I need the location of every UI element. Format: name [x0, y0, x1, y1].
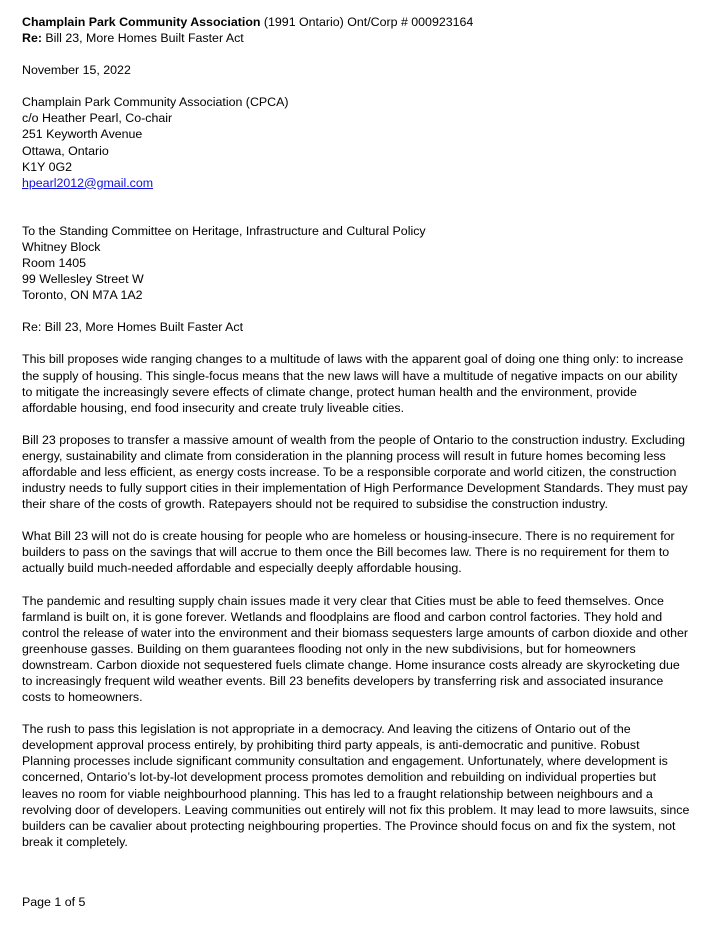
subject-line: Re: Bill 23, More Homes Built Faster Act [22, 320, 244, 335]
letterhead-org-line [22, 14, 690, 30]
sender-email-line [22, 175, 690, 191]
recipient-address-block [22, 223, 690, 303]
sender-address-block [22, 94, 690, 191]
recipient-line-1: To the Standing Committee on Heritage, Infrastructure and Cultural Policy [22, 223, 426, 238]
body-paragraph-3: What Bill 23 will not do is create housing for people who are homeless or housing-insecure. There is no requirement for builders to pass on the savings that will accrue to them once the Bill becomes law. There is no requirement for them to actually build much-needed affordable and especially deeply affordable housing. [22, 529, 675, 576]
body-paragraph-5: The rush to pass this legislation is not appropriate in a democracy. And leaving the citizens of Ontario out of the development approval process entirely, by prohibiting third party appeals, is anti-democratic and punitive. Robust Planning processes include significant community consultation and engagement. Unfortunately, where development is concerned, Ontario’s lot-by-lot development process promotes demolition and rebuilding on individual properties but leaves no room for viable neighbourhood planning. This has led to a fraught relationship between neighbours and a revolving door of developers. Leaving communities out entirely will not fix this problem. It may lead to more lawsuits, since builders can be cavalier about protecting neighbouring properties. The Province should focus on and fix the system, not break it completely. [22, 722, 690, 849]
spacer [22, 303, 690, 319]
spacer [22, 512, 690, 528]
body-paragraph-2: Bill 23 proposes to transfer a massive amount of wealth from the people of Ontario to the construction industry. Excluding energy, sustainability and climate from consideration in the planning process will result in future homes becoming less affordable and less efficient, as energy costs increase. To be a responsible corporate and world citizen, the construction industry needs to fully support cities in their implementation of High Performance Development Standards. They must pay their share of the costs of growth. Ratepayers should not be required to subsidise the construction industry. [22, 432, 688, 512]
spacer [22, 46, 690, 62]
recipient-line-2: Whitney Block [22, 239, 101, 254]
recipient-line-5: Toronto, ON M7A 1A2 [22, 288, 143, 303]
sender-line-1: Champlain Park Community Association (CPCA) [22, 95, 289, 110]
recipient-line-3: Room 1405 [22, 256, 87, 271]
spacer [22, 705, 690, 721]
page-footer [22, 894, 85, 910]
spacer [22, 78, 690, 94]
page-indicator: Page 1 of 5 [22, 894, 86, 909]
sender-line-2: c/o Heather Pearl, Co-chair [22, 111, 173, 126]
re-label: Re: [22, 31, 42, 46]
recipient-line-4: 99 Wellesley Street W [22, 272, 144, 287]
sender-line-4: Ottawa, Ontario [22, 143, 109, 158]
letter-date: November 15, 2022 [22, 63, 131, 78]
body-paragraph-4: The pandemic and resulting supply chain issues made it very clear that Cities must be able to feed themselves. Once farmland is built on, it is gone forever. Wetlands and floodplains are flood and carbon control factories. They hold and control the release of water into the environment and their biomass sequesters large amounts of carbon dioxide and other greenhouse gasses. Building on them guarantees flooding not only in the new subdivisions, but for homeowners downstream. Carbon dioxide not sequestered fuels climate change. Home insurance costs already are skyrocketing due to increasingly frequent wild weather events. Bill 23 benefits developers by transferring risk and associated insurance costs to homeowners. [22, 593, 689, 705]
sender-line-3: 251 Keyworth Avenue [22, 127, 143, 142]
org-registration: (1991 Ontario) Ont/Corp # 000923164 [260, 15, 474, 29]
spacer [22, 335, 690, 351]
sender-line-5: K1Y 0G2 [22, 159, 73, 174]
letterhead [22, 14, 690, 46]
spacer [22, 191, 690, 223]
spacer [22, 416, 690, 432]
re-subject: Bill 23, More Homes Built Faster Act [41, 31, 244, 46]
sender-email-link[interactable]: hpearl2012@gmail.com [22, 175, 154, 190]
org-name: Champlain Park Community Association [22, 15, 261, 29]
letterhead-re-line [22, 30, 690, 46]
body-paragraph-1: This bill proposes wide ranging changes to a multitude of laws with the apparent goal of doing one thing only: to increase the supply of housing. This single-focus means that the new laws will have a multitude of negative impacts on our ability to mitigate the increasingly severe effects of climate change, protect human health and the environment, provide affordable housing, end food insecurity and create truly liveable cities. [22, 352, 684, 415]
spacer [22, 577, 690, 593]
